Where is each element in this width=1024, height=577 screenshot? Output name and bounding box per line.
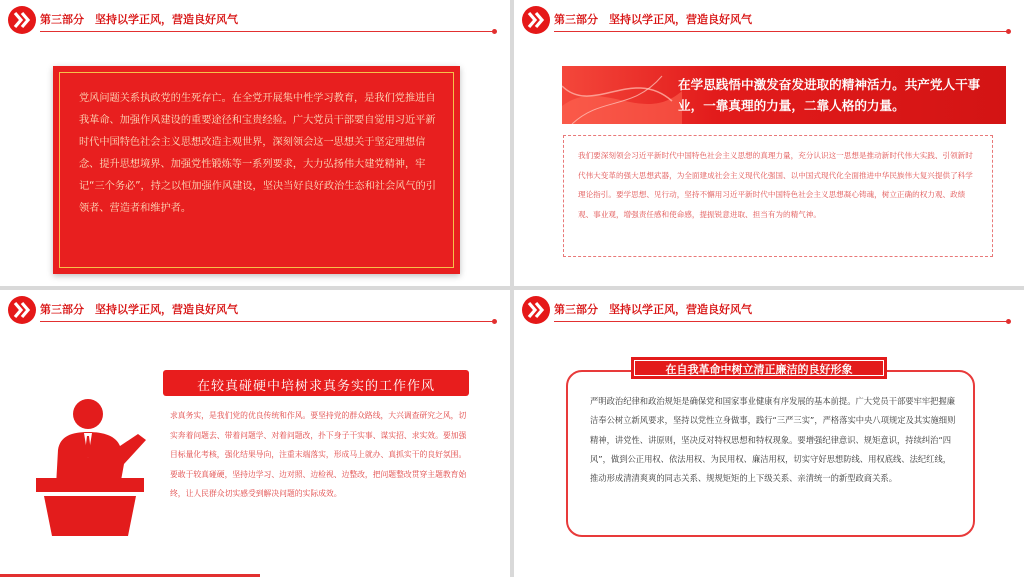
section-title: 第三部分 坚持以学正风，营造良好风气: [554, 13, 752, 26]
highlight-banner: [562, 66, 1006, 124]
speaker-podium-icon: [28, 386, 152, 540]
section-title: 第三部分 坚持以学正风，营造良好风气: [554, 303, 752, 316]
double-chevron-icon: [522, 6, 550, 34]
header-divider: [40, 31, 495, 32]
header-divider: [40, 321, 495, 322]
header-divider: [554, 321, 1009, 322]
slide-2: [514, 0, 1024, 286]
double-chevron-icon: [8, 296, 36, 324]
double-chevron-icon: [522, 296, 550, 324]
slide-1: [0, 0, 510, 286]
banner-text: 在学思践悟中激发奋发进取的精神活力。共产党人干事业，一靠真理的力量，二靠人格的力量。: [678, 77, 981, 113]
box-title: 在自我革命中树立清正廉洁的良好形象: [665, 363, 853, 376]
section-title: 第三部分 坚持以学正风，营造良好风气: [40, 13, 238, 26]
box-title-tab: [631, 357, 887, 379]
card-body-text: 党风问题关系执政党的生死存亡。在全党开展集中性学习教育，是我们党推进自我革命、加强作风建设的重要途径和宝贵经验。广大党员干部要自觉用习近平新时代中国特色社会主义思想改造主观世界，深刻领会这一思想关于坚定理想信念、提升思想境界、加强党性锻炼等一系列要求，大力弘扬伟大建党精神，牢记“三个务必”，持之以恒加强作风建设，坚决当好良好政治生态和社会风气的引领者、营造者和维护者。: [79, 93, 436, 214]
section-heading-bar: [163, 370, 469, 396]
double-chevron-icon: [8, 6, 36, 34]
box-body-text: 严明政治纪律和政治规矩是确保党和国家事业健康有序发展的基本前提。广大党员干部要牢牢把握廉洁奉公树立新风要求，坚持以党性立身做事，践行“三严三实”，严格落实中央八项规定及其实施细则精神，讲党性、讲原则，坚决反对特权思想和特权现象。要增强纪律意识、规矩意识，持续纠治“四风”，做到公正用权、依法用权、为民用权、廉洁用权，切实守好思想防线、用权底线、法纪红线，推动形成清清爽爽的同志关系、规规矩矩的上下级关系、亲清统一的新型政商关系。: [590, 396, 956, 484]
header-divider: [554, 31, 1009, 32]
box-body-text: 我们要深刻领会习近平新时代中国特色社会主义思想的真理力量，充分认识这一思想是推动新时代伟大实践、引领新时代伟大变革的强大思想武器，为全面建成社会主义现代化强国、以中国式现代化全面推进中华民族伟大复兴提供了科学理论指引。要学思想、见行动，坚持不懈用习近平新时代中国特色社会主义思想凝心铸魂，树立正确的权力观、政绩观、事业观，增强责任感和使命感，提振锐意进取、担当有为的精气神。: [578, 151, 973, 219]
dashed-text-box: [563, 135, 993, 257]
slide-4: [514, 290, 1024, 577]
section-heading: 在较真碰硬中培树求真务实的工作作风: [196, 379, 435, 394]
slide-3: [0, 290, 510, 577]
section-title: 第三部分 坚持以学正风，营造良好风气: [40, 303, 238, 316]
content-card: [53, 66, 460, 274]
section-body-text: 求真务实，是我们党的优良传统和作风。要坚持党的群众路线，大兴调查研究之风，切实奔着问题去、带着问题学、对着问题改，扑下身子干实事、谋实招、求实效。要加强目标量化考核，强化结果导向，注重末端落实，形成马上就办、真抓实干的良好氛围。要敢于较真碰硬，坚持边学习、边对照、边检视、边整改，把问题整改贯穿主题教育始终，让人民群众切实感受到解决问题的实际成效。: [170, 411, 467, 499]
